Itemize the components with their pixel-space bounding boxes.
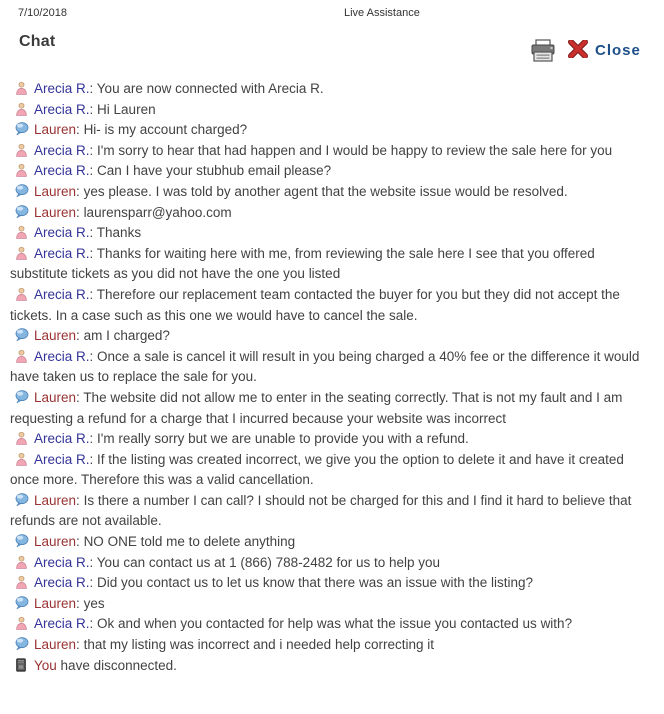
customer-chat-bubble-icon [15,184,29,198]
chat-message: Arecia R.: If the listing was created incorrect, we give you the option to delete it and have it created once more. Therefore this was a valid cancellation. [10,451,624,488]
customer-chat-bubble-icon [15,122,29,136]
agent-person-icon [15,575,29,589]
agent-person-icon [15,616,29,630]
sender-name: Arecia R. [34,431,90,447]
sender-name: You [34,657,57,673]
sender-name: Lauren [34,328,77,344]
chat-message: Lauren: NO ONE told me to delete anything [10,532,644,553]
sender-name: Lauren [34,389,77,405]
message-text: that my listing was incorrect and i needed help correcting it [83,637,434,653]
agent-person-icon [15,287,29,301]
customer-chat-bubble-icon [15,493,29,507]
printer-icon [529,51,557,66]
message-text: yes [83,595,105,611]
chat-message: Arecia R.: Thanks for waiting here with me, from reviewing the sale here I see that you offered substitute tickets as you did not have the one you listed [10,245,595,282]
chat-message: Lauren: laurensparr@yahoo.com [10,203,644,224]
sender-name: Arecia R. [34,554,90,570]
chat-message: Lauren: Hi- is my account charged? [10,120,644,141]
message-text: Hi Lauren [97,101,156,117]
chat-message: Arecia R.: Did you contact us to let us know that there was an issue with the listing? [10,573,644,594]
close-button-label: Close [595,42,641,59]
message-text: have disconnected. [60,657,177,673]
chat-message: Arecia R.: Once a sale is cancel it will result in you being charged a 40% fee or the difference it would have taken us to replace the sale for you. [10,348,640,385]
agent-person-icon [15,349,29,363]
sender-name: Arecia R. [34,245,90,261]
sender-name: Arecia R. [34,575,90,591]
sender-name: Arecia R. [34,348,90,364]
message-text: Once a sale is cancel it will result in you being charged a 40% fee or the difference it would have taken us to replace the sale for you. [10,348,640,385]
chat-message: Arecia R.: You are now connected with Arecia R. [10,79,644,100]
message-text: The website did not allow me to enter in the seating correctly. That is not my fault and I am requesting a refund for a charge that I incurred because your website was incorrect [10,389,623,426]
sender-name: Arecia R. [34,286,90,302]
red-x-icon [568,40,588,61]
sender-name: Arecia R. [34,142,90,158]
agent-person-icon [15,431,29,445]
sender-name: Arecia R. [34,225,90,241]
customer-chat-bubble-icon [15,534,29,548]
chat-message: Arecia R.: Therefore our replacement team contacted the buyer for you but they did not accept the tickets. In a case such as this one we would have to cancel the sale. [10,286,620,323]
message-text: I'm sorry to hear that had happen and I would be happy to review the sale here for you [97,142,613,158]
chat-message: Arecia R.: Hi Lauren [10,100,644,121]
agent-person-icon [15,102,29,116]
print-date: 7/10/2018 [18,7,67,19]
disconnect-icon [15,658,29,672]
chat-messages [0,79,664,676]
customer-chat-bubble-icon [15,390,29,404]
message-text: You can contact us at 1 (866) 788-2482 for us to help you [96,554,441,570]
message-text: Did you contact us to let us know that there was an issue with the listing? [97,575,534,591]
print-page-title: Live Assistance [344,7,420,19]
chat-message: Arecia R.: Thanks [10,223,644,244]
message-text: NO ONE told me to delete anything [83,534,296,550]
agent-person-icon [15,452,29,466]
message-text: Is there a number I can call? I should not be charged for this and I find it hard to believe that refunds are not available. [10,492,632,529]
sender-name: Arecia R. [34,616,90,632]
agent-person-icon [15,143,29,157]
sender-name: Lauren [34,492,77,508]
message-text: If the listing was created incorrect, we give you the option to delete it and have it created once more. Therefore this was a valid cancellation. [10,451,624,488]
agent-person-icon [15,555,29,569]
sender-name: Lauren [34,204,77,220]
agent-person-icon [15,246,29,260]
agent-person-icon [15,81,29,95]
chat-message: Lauren: am I charged? [10,326,644,347]
agent-person-icon [15,163,29,177]
sender-name: Lauren [34,637,77,653]
sender-name: Lauren [34,122,77,138]
customer-chat-bubble-icon [15,637,29,651]
page-title: Chat [19,33,56,50]
message-text: Ok and when you contacted for help was what the issue you contacted us with? [97,616,573,632]
customer-chat-bubble-icon [15,205,29,219]
chat-message: Arecia R.: Ok and when you contacted for help was what the issue you contacted us with? [10,614,644,635]
chat-message: Lauren: yes [10,594,644,615]
message-text: You are now connected with Arecia R. [96,81,324,96]
sender-name: Lauren [34,595,77,611]
chat-message: Arecia R.: I'm sorry to hear that had happen and I would be happy to review the sale here for you [10,141,644,162]
agent-person-icon [15,225,29,239]
customer-chat-bubble-icon [15,596,29,610]
message-text: Can I have your stubhub email please? [97,163,332,179]
print-button[interactable] [528,39,558,65]
chat-message: Lauren: The website did not allow me to enter in the seating correctly. That is not my fault and I am requesting a refund for a charge that I incurred because your website was incorrect [10,389,623,426]
message-text: Therefore our replacement team contacted the buyer for you but they did not accept the tickets. In a case such as this one we would have to cancel the sale. [10,286,620,323]
chat-message: Arecia R.: I'm really sorry but we are unable to provide you with a refund. [10,429,644,450]
message-text: yes please. I was told by another agent that the website issue would be resolved. [83,183,568,199]
sender-name: Arecia R. [34,101,90,117]
sender-name: Lauren [34,183,77,199]
chat-message: Arecia R.: Can I have your stubhub email please? [10,161,644,182]
message-text: I'm really sorry but we are unable to provide you with a refund. [97,431,469,447]
chat-message: Arecia R.: You can contact us at 1 (866) 788-2482 for us to help you [10,553,644,574]
customer-chat-bubble-icon [15,328,29,342]
chat-message: Lauren: yes please. I was told by another agent that the website issue would be resolved. [10,182,644,203]
chat-message: Lauren: Is there a number I can call? I should not be charged for this and I find it hard to believe that refunds are not available. [10,492,632,529]
sender-name: Arecia R. [34,81,90,96]
message-text: Thanks [96,225,142,241]
sender-name: Arecia R. [34,163,90,179]
close-button[interactable] [568,40,641,61]
chat-message: Lauren: that my listing was incorrect and i needed help correcting it [10,635,644,656]
sender-name: Lauren [34,534,77,550]
chat-message [10,656,644,677]
message-text: am I charged? [83,328,170,344]
message-text: Thanks for waiting here with me, from reviewing the sale here I see that you offered substitute tickets as you did not have the one you listed [10,245,595,282]
message-text: laurensparr@yahoo.com [83,204,232,220]
sender-name: Arecia R. [34,451,90,467]
message-text: Hi- is my account charged? [83,122,248,138]
